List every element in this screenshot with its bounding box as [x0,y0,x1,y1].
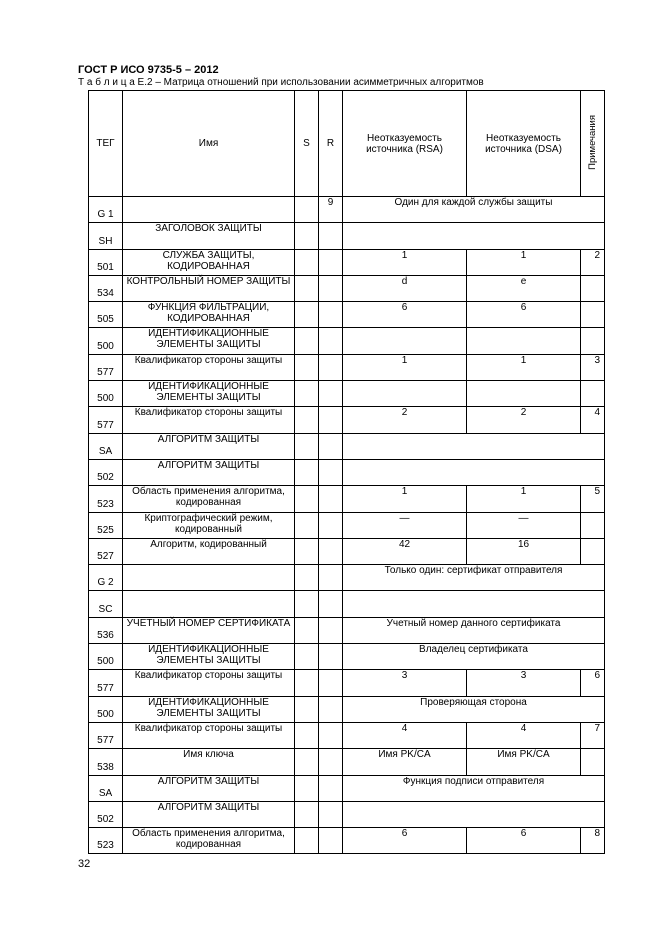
s-cell [295,617,319,643]
name-cell: Криптографический режим, кодированный [123,512,295,538]
r-cell [319,696,343,722]
teg-cell: 502 [89,459,123,485]
s-cell [295,249,319,275]
r-cell [319,223,343,249]
teg-cell: SA [89,433,123,459]
merged-value-cell: Учетный номер данного сертификата [343,617,605,643]
s-cell [295,197,319,223]
rsa-cell: d [343,275,467,301]
r-cell [319,354,343,380]
note-cell [581,749,605,775]
dsa-cell: 16 [467,538,581,564]
name-cell: ИДЕНТИФИКАЦИОННЫЕ ЭЛЕМЕНТЫ ЗАЩИТЫ [123,381,295,407]
table-row [89,223,605,249]
dsa-cell: Имя PK/CA [467,749,581,775]
note-cell [581,328,605,354]
note-cell: 2 [581,249,605,275]
teg-cell: 523 [89,828,123,854]
name-cell: АЛГОРИТМ ЗАЩИТЫ [123,801,295,827]
teg-cell: 501 [89,249,123,275]
r-cell [319,565,343,591]
name-cell: АЛГОРИТМ ЗАЩИТЫ [123,433,295,459]
table-row [89,433,605,459]
s-cell [295,512,319,538]
r-cell [319,749,343,775]
name-cell: ИДЕНТИФИКАЦИОННЫЕ ЭЛЕМЕНТЫ ЗАЩИТЫ [123,696,295,722]
r-cell [319,828,343,854]
rsa-cell: 1 [343,249,467,275]
merged-value-cell [343,591,605,617]
document-id: ГОСТ Р ИСО 9735-5 – 2012 [78,64,219,76]
teg-cell: SA [89,775,123,801]
rsa-cell: — [343,512,467,538]
teg-cell: 536 [89,617,123,643]
teg-cell: 505 [89,302,123,328]
rsa-cell: 4 [343,722,467,748]
s-cell [295,696,319,722]
rsa-cell: 1 [343,486,467,512]
table-row [89,749,605,775]
note-cell: 6 [581,670,605,696]
s-cell [295,722,319,748]
r-cell [319,302,343,328]
r-cell: 9 [319,197,343,223]
relationship-matrix-table [88,90,605,854]
table-row [89,486,605,512]
dsa-cell: 6 [467,302,581,328]
dsa-cell: e [467,275,581,301]
s-cell [295,459,319,485]
name-cell [123,591,295,617]
rsa-cell: 6 [343,302,467,328]
s-cell [295,538,319,564]
name-cell: ЗАГОЛОВОК ЗАЩИТЫ [123,223,295,249]
table-row [89,617,605,643]
note-cell: 3 [581,354,605,380]
r-cell [319,538,343,564]
dsa-cell: 1 [467,249,581,275]
column-header-teg: ТЕГ [89,91,123,197]
dsa-cell: — [467,512,581,538]
table-row [89,459,605,485]
name-cell: ИДЕНТИФИКАЦИОННЫЕ ЭЛЕМЕНТЫ ЗАЩИТЫ [123,328,295,354]
teg-cell: 538 [89,749,123,775]
table-row [89,197,605,223]
s-cell [295,275,319,301]
teg-cell: 502 [89,801,123,827]
s-cell [295,775,319,801]
merged-value-cell [343,433,605,459]
table-row [89,775,605,801]
page-number: 32 [78,858,91,870]
table-row [89,565,605,591]
teg-cell: 525 [89,512,123,538]
rsa-cell: Имя PK/CA [343,749,467,775]
teg-cell: 500 [89,644,123,670]
name-cell: Квалификатор стороны защиты [123,407,295,433]
name-cell: Область применения алгоритма, кодированная [123,486,295,512]
teg-cell: 500 [89,696,123,722]
s-cell [295,223,319,249]
table-row [89,381,605,407]
teg-cell: 577 [89,407,123,433]
teg-cell: G 1 [89,197,123,223]
note-cell [581,275,605,301]
table-row [89,591,605,617]
r-cell [319,670,343,696]
table-row [89,722,605,748]
name-cell: Алгоритм, кодированный [123,538,295,564]
r-cell [319,459,343,485]
s-cell [295,591,319,617]
teg-cell: 523 [89,486,123,512]
s-cell [295,354,319,380]
dsa-cell: 6 [467,828,581,854]
dsa-cell [467,328,581,354]
s-cell [295,565,319,591]
s-cell [295,644,319,670]
teg-cell: 577 [89,722,123,748]
merged-value-cell [343,801,605,827]
name-cell [123,565,295,591]
name-cell: Квалификатор стороны защиты [123,354,295,380]
column-header-r: R [319,91,343,197]
r-cell [319,407,343,433]
s-cell [295,302,319,328]
column-header-name: Имя [123,91,295,197]
dsa-cell: 2 [467,407,581,433]
note-cell [581,538,605,564]
note-cell [581,302,605,328]
s-cell [295,486,319,512]
column-header-dsa: Неотказуемость источника (DSA) [467,91,581,197]
note-cell [581,512,605,538]
teg-cell: 577 [89,354,123,380]
notes-label: Примечания [587,114,598,170]
merged-value-cell: Функция подписи отправителя [343,775,605,801]
column-header-s: S [295,91,319,197]
teg-cell: 534 [89,275,123,301]
name-cell: Квалификатор стороны защиты [123,670,295,696]
r-cell [319,617,343,643]
teg-cell: 500 [89,328,123,354]
dsa-cell: 1 [467,354,581,380]
rsa-cell: 2 [343,407,467,433]
name-cell [123,197,295,223]
r-cell [319,591,343,617]
r-cell [319,249,343,275]
merged-value-cell: Один для каждой службы защиты [343,197,605,223]
s-cell [295,670,319,696]
r-cell [319,644,343,670]
merged-value-cell: Проверяющая сторона [343,696,605,722]
r-cell [319,381,343,407]
s-cell [295,433,319,459]
teg-cell: SH [89,223,123,249]
table-row [89,407,605,433]
table-caption: Т а б л и ц а Е.2 – Матрица отношений при использовании асимметричных алгоритмов [78,77,484,88]
table-row [89,696,605,722]
merged-value-cell [343,459,605,485]
rsa-cell: 3 [343,670,467,696]
table-row [89,538,605,564]
rsa-cell: 42 [343,538,467,564]
dsa-cell: 1 [467,486,581,512]
table-row [89,670,605,696]
r-cell [319,775,343,801]
r-cell [319,275,343,301]
note-cell: 8 [581,828,605,854]
note-cell: 4 [581,407,605,433]
r-cell [319,801,343,827]
name-cell: ФУНКЦИЯ ФИЛЬТРАЦИИ, КОДИРОВАННАЯ [123,302,295,328]
name-cell: ИДЕНТИФИКАЦИОННЫЕ ЭЛЕМЕНТЫ ЗАЩИТЫ [123,644,295,670]
r-cell [319,512,343,538]
column-header-notes [581,91,605,197]
name-cell: УЧЕТНЫЙ НОМЕР СЕРТИФИКАТА [123,617,295,643]
dsa-cell: 3 [467,670,581,696]
table-row [89,328,605,354]
rsa-cell: 6 [343,828,467,854]
dsa-cell [467,381,581,407]
teg-cell: 500 [89,381,123,407]
rsa-cell: 1 [343,354,467,380]
rsa-cell [343,381,467,407]
s-cell [295,828,319,854]
teg-cell: G 2 [89,565,123,591]
s-cell [295,328,319,354]
name-cell: СЛУЖБА ЗАЩИТЫ, КОДИРОВАННАЯ [123,249,295,275]
note-cell: 7 [581,722,605,748]
table-header-row [89,91,605,197]
rsa-cell [343,328,467,354]
r-cell [319,486,343,512]
note-cell: 5 [581,486,605,512]
merged-value-cell: Только один: сертификат отправителя [343,565,605,591]
table-row [89,828,605,854]
merged-value-cell [343,223,605,249]
table-row [89,354,605,380]
s-cell [295,749,319,775]
note-cell [581,381,605,407]
teg-cell: SC [89,591,123,617]
name-cell: АЛГОРИТМ ЗАЩИТЫ [123,459,295,485]
table-row [89,644,605,670]
name-cell: Имя ключа [123,749,295,775]
teg-cell: 577 [89,670,123,696]
teg-cell: 527 [89,538,123,564]
column-header-rsa: Неотказуемость источника (RSA) [343,91,467,197]
r-cell [319,328,343,354]
s-cell [295,801,319,827]
table-row [89,275,605,301]
dsa-cell: 4 [467,722,581,748]
s-cell [295,381,319,407]
s-cell [295,407,319,433]
merged-value-cell: Владелец сертификата [343,644,605,670]
name-cell: АЛГОРИТМ ЗАЩИТЫ [123,775,295,801]
table-row [89,302,605,328]
table-row [89,249,605,275]
name-cell: Область применения алгоритма, кодированная [123,828,295,854]
name-cell: Квалификатор стороны защиты [123,722,295,748]
table-row [89,801,605,827]
r-cell [319,433,343,459]
table-row [89,512,605,538]
r-cell [319,722,343,748]
name-cell: КОНТРОЛЬНЫЙ НОМЕР ЗАЩИТЫ [123,275,295,301]
